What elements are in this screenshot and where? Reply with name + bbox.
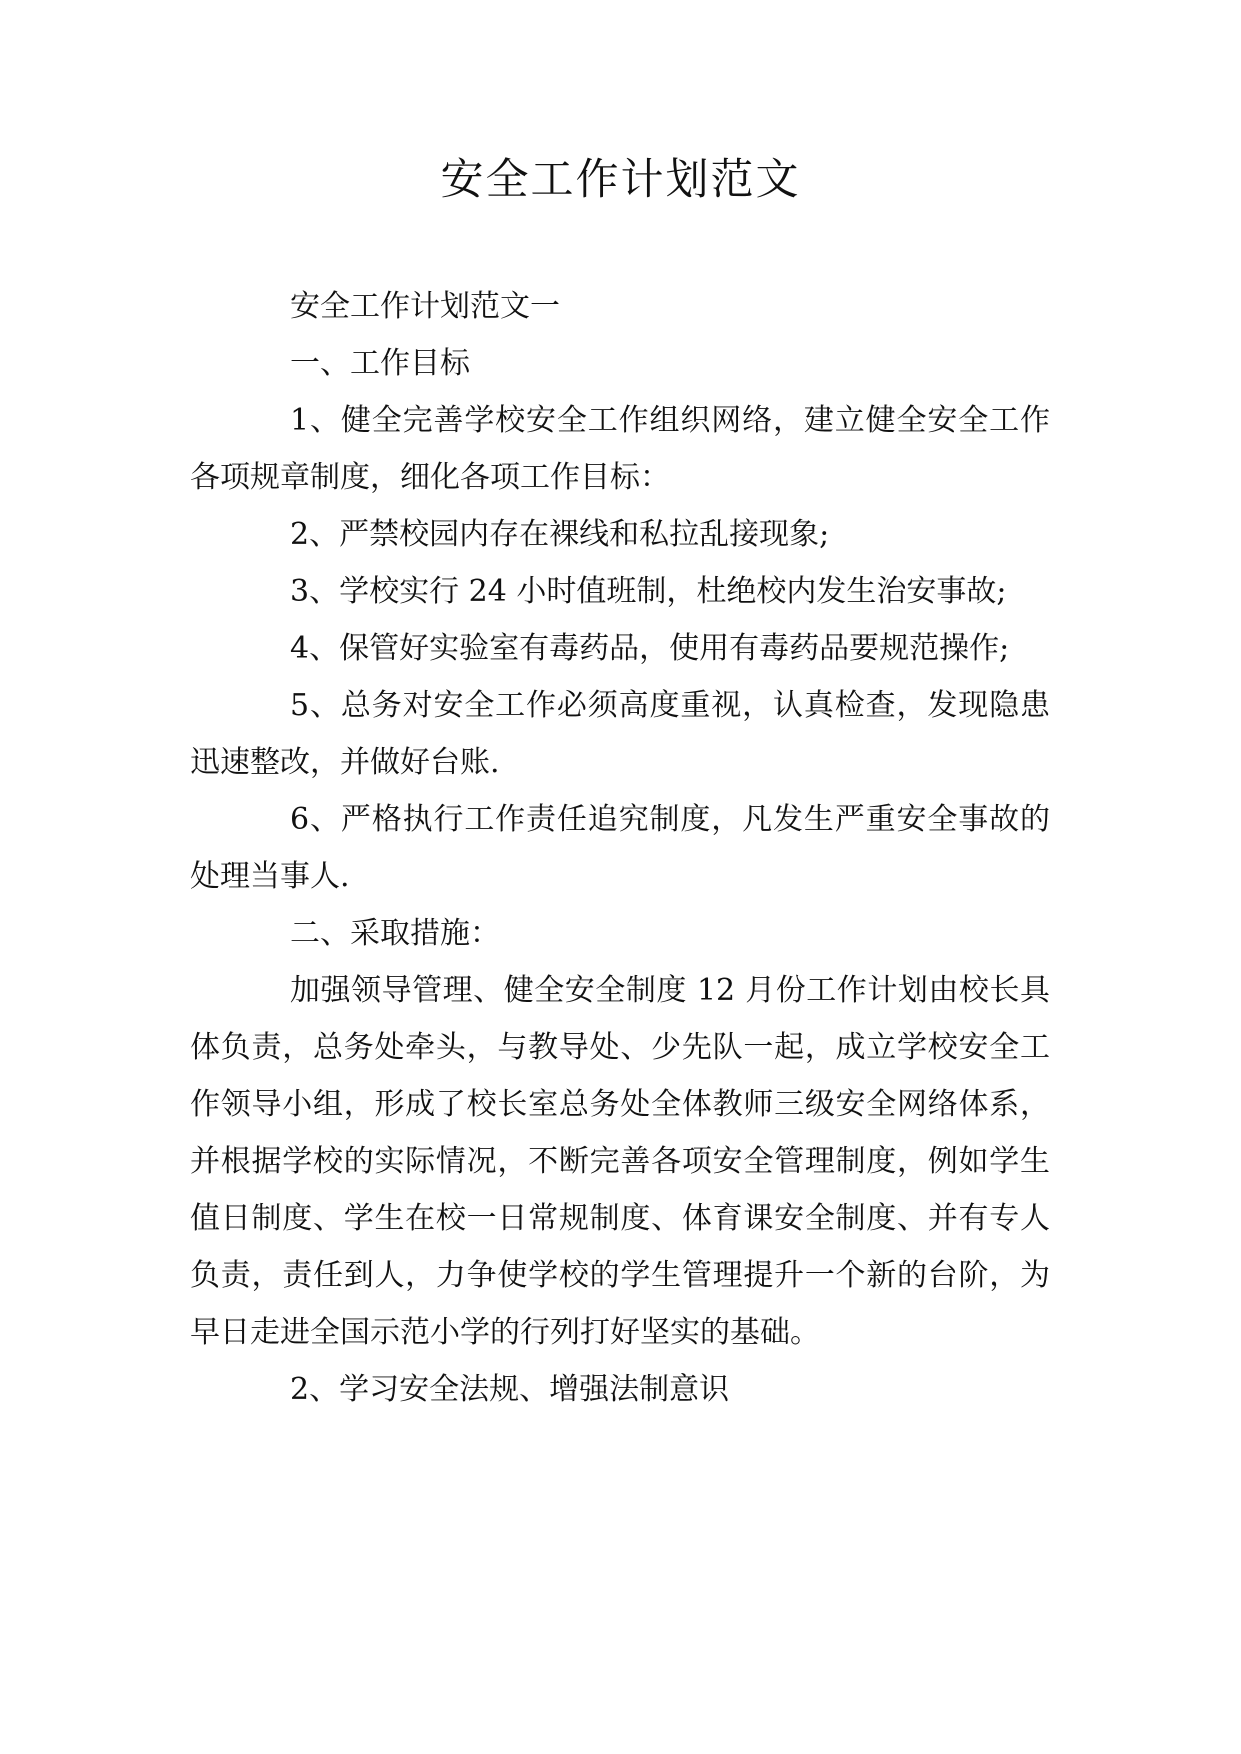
paragraph-goal-2: 2、严禁校园内存在裸线和私拉乱接现象;: [290, 517, 830, 552]
paragraph-goal-1: 1、健全完善学校安全工作组织网络，建立健全安全工作各项规章制度，细化各项工作目标：: [190, 403, 1050, 495]
paragraph-measures-body: 加强领导管理、健全安全制度 12 月份工作计划由校长具体负责，总务处牵头，与教导处、少先队一起，成立学校安全工作领导小组，形成了校长室总务处全体教师三级安全网络体系，并根据学校的实际情况，不断完善各项安全管理制度，例如学生值日制度、学生在校一日常规制度、体育课安全制度、并有专人负责，责任到人，力争使学校的学生管理提升一个新的台阶，为早日走进全国示范小学的行列打好坚实的基础。: [190, 973, 1050, 1350]
paragraph-goal-3: 3、学校实行 24 小时值班制，杜绝校内发生治安事故;: [290, 574, 1007, 609]
paragraph-goal-4: 4、保管好实验室有毒药品，使用有毒药品要规范操作;: [290, 631, 1010, 666]
document-title: 安全工作计划范文: [440, 155, 801, 205]
paragraph-measure-2: 2、学习安全法规、增强法制意识: [290, 1372, 730, 1407]
paragraph-section-goals: 一、工作目标: [290, 346, 470, 381]
document-body: [190, 278, 1050, 1418]
paragraph-section-measures: 二、采取措施：: [290, 916, 500, 951]
paragraph-subtitle: 安全工作计划范文一: [290, 289, 560, 324]
paragraph-goal-6: 6、严格执行工作责任追究制度，凡发生严重安全事故的处理当事人.: [190, 802, 1050, 894]
paragraph-goal-5: 5、总务对安全工作必须高度重视，认真检查，发现隐患迅速整改，并做好台账.: [190, 688, 1050, 780]
